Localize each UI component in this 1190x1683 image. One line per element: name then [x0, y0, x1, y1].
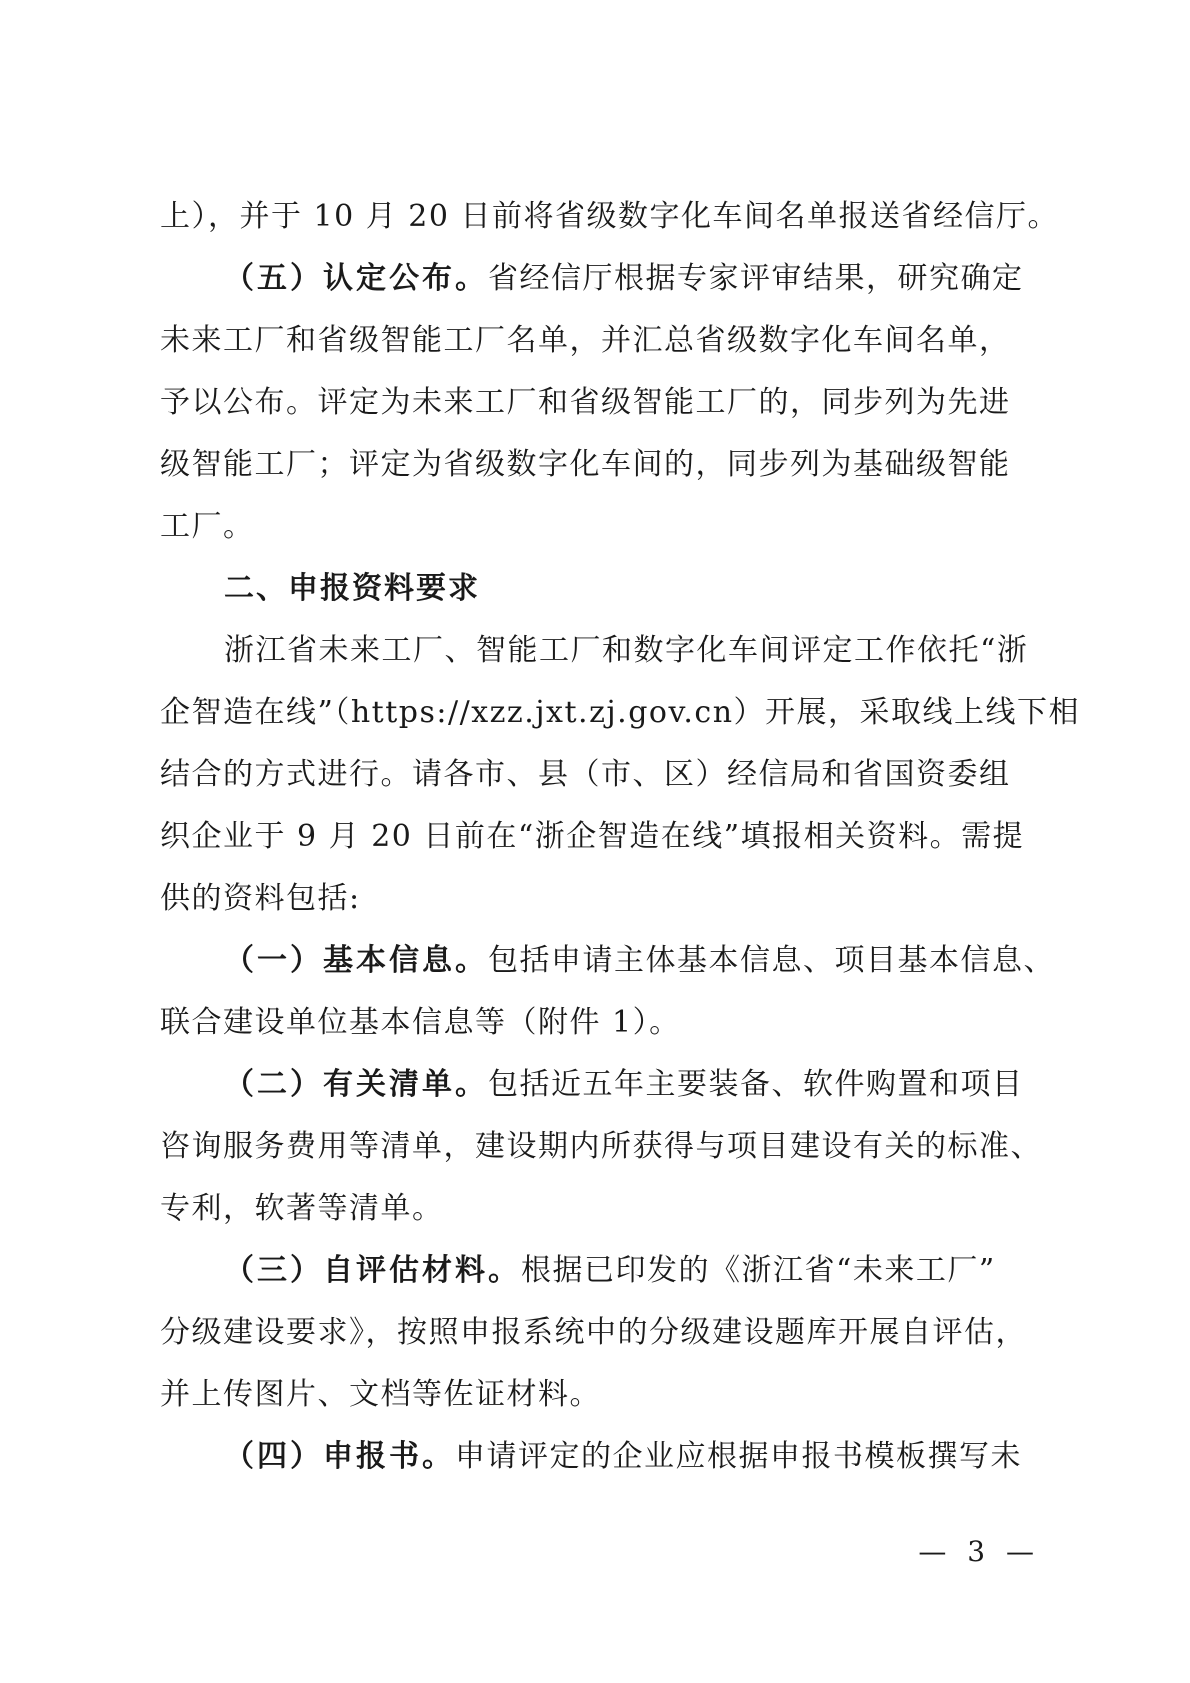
section-lead: （二）有关清单。 [224, 1067, 488, 1102]
paragraph-line: （一）基本信息。包括申请主体基本信息、项目基本信息、 [224, 943, 1055, 978]
paragraph-line: 级智能工厂；评定为省级数字化车间的，同步列为基础级智能 [160, 447, 1011, 482]
section-lead: （三）自评估材料。 [224, 1253, 521, 1288]
section-lead: （一）基本信息。 [224, 943, 488, 978]
section-heading: 二、申报资料要求 [224, 571, 480, 606]
paragraph-line: 联合建设单位基本信息等（附件 1）。 [160, 1005, 681, 1040]
section-lead: （四）申报书。 [224, 1439, 455, 1474]
paragraph-line: 供的资料包括: [160, 881, 361, 916]
section-lead: （五）认定公布。 [224, 261, 488, 296]
paragraph-line: 浙江省未来工厂、智能工厂和数字化车间评定工作依托“浙 [224, 633, 1029, 668]
paragraph-line: 织企业于 9 月 20 日前在“浙企智造在线”填报相关资料。需提 [160, 819, 1025, 854]
paragraph-line: （二）有关清单。包括近五年主要装备、软件购置和项目 [224, 1067, 1024, 1102]
paragraph-line: 咨询服务费用等清单，建设期内所获得与项目建设有关的标准、 [160, 1129, 1042, 1164]
paragraph-line: 专利，软著等清单。 [160, 1191, 444, 1226]
paragraph-line: 并上传图片、文档等佐证材料。 [160, 1377, 601, 1412]
paragraph-line: （五）认定公布。省经信厅根据专家评审结果，研究确定 [224, 261, 1024, 296]
paragraph-line: 分级建设要求》，按照申报系统中的分级建设题库开展自评估， [160, 1315, 1027, 1350]
paragraph-line: 结合的方式进行。请各市、县（市、区）经信局和省国资委组 [160, 757, 1011, 792]
paragraph-line: 工厂。 [160, 509, 255, 544]
paragraph-line: 未来工厂和省级智能工厂名单，并汇总省级数字化车间名单， [160, 323, 1011, 358]
paragraph-line: 上），并于 10 月 20 日前将省级数字化车间名单报送省经信厅。 [160, 199, 1059, 234]
document-body [160, 186, 1081, 1488]
paragraph-line: 企智造在线”（https://xzz.jxt.zj.gov.cn）开展，采取线上线下相 [160, 695, 1081, 730]
paragraph-line: （四）申报书。申请评定的企业应根据申报书模板撰写未 [224, 1439, 1022, 1474]
paragraph-line: 予以公布。评定为未来工厂和省级智能工厂的，同步列为先进 [160, 385, 1011, 420]
page-number: — 3 — [918, 1535, 1040, 1568]
paragraph-line: （三）自评估材料。根据已印发的《浙江省“未来工厂” [224, 1253, 996, 1288]
